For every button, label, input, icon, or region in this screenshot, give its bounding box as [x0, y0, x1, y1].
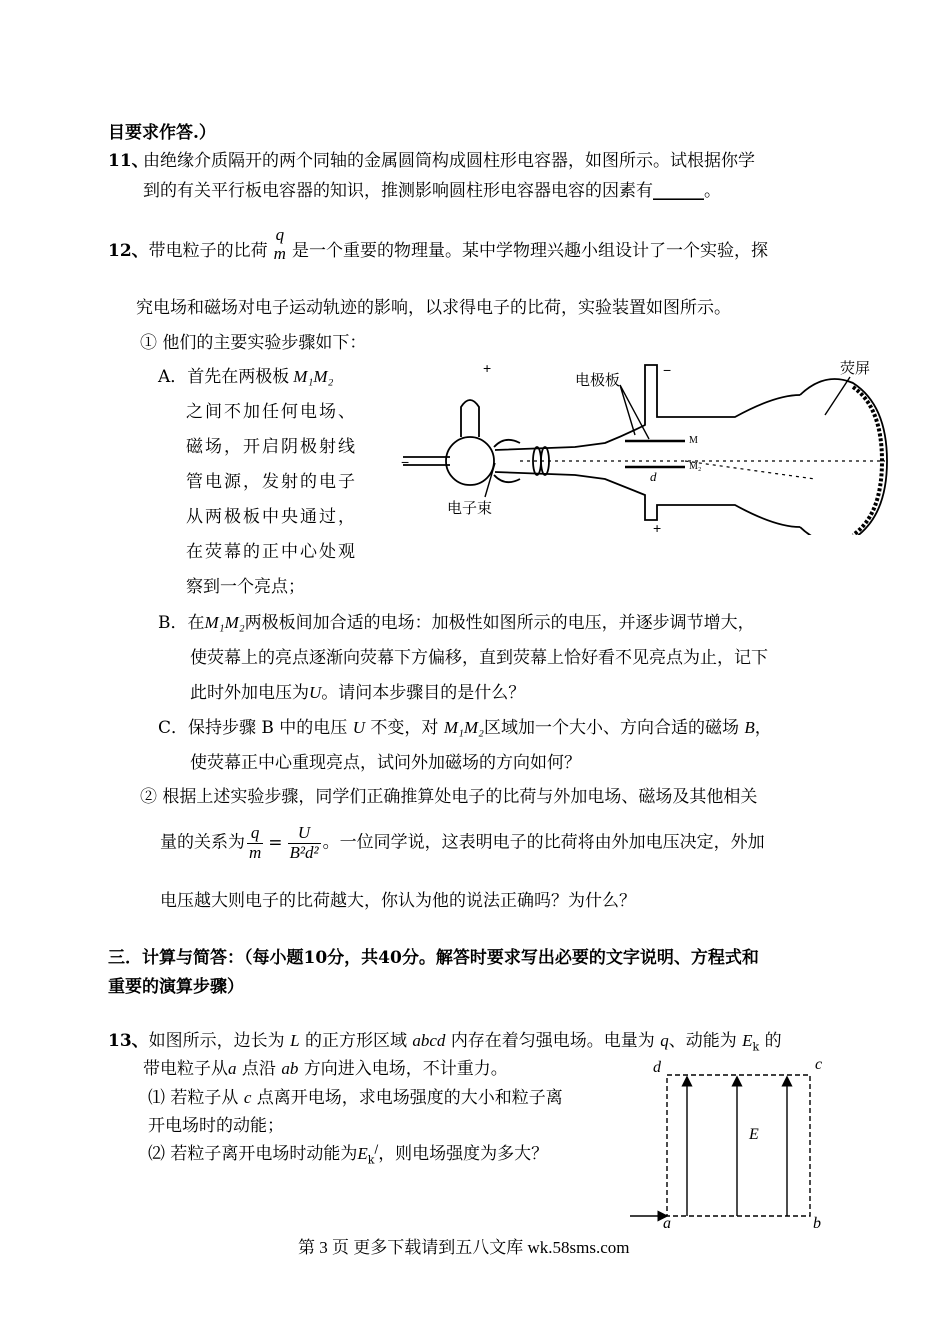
- q13-abcd: abcd: [412, 1031, 446, 1050]
- screen-bulb: [800, 379, 887, 535]
- q12-stepC-line2: 使荧幕正中心重现亮点，试问外加磁场的方向如何？: [190, 753, 581, 773]
- cathode-ray-tube-figure: [395, 355, 900, 535]
- q12-stepB-text: 两极板间加合适的电场：加极性如图所示的电压，并逐步调节增大，: [244, 613, 755, 633]
- q13-p2-E: E: [357, 1144, 368, 1163]
- q13-l1c: 内存在着匀强电场。电量为: [450, 1031, 655, 1051]
- q12-stepB-line3: [190, 678, 525, 703]
- q12-stepB-U: U: [309, 683, 322, 702]
- q12-stepA-line1: [158, 362, 333, 387]
- q12-stepC-mid2: 区域加一个大小、方向合适的磁场: [483, 718, 739, 738]
- q12-stepC-end: ，: [754, 718, 772, 738]
- intro-tail: 目要求作答.）: [108, 123, 216, 143]
- square-field-figure: [625, 1055, 840, 1230]
- q12-relation-line: [160, 824, 765, 862]
- q12-stepC-pre: C．保持步骤 B 中的电压: [158, 718, 348, 738]
- q13-part2: [148, 1139, 548, 1166]
- q12-stepA-line7: 察到一个亮点；: [186, 577, 305, 597]
- q12-rel-lhs-fraction: [247, 824, 263, 862]
- q12-stepB-plates: M₁M₂: [204, 613, 245, 632]
- tube-neck: [494, 440, 520, 482]
- q12-stepA-line5: 从两极板中央通过，: [186, 507, 357, 527]
- q13-Ek: E: [742, 1031, 753, 1050]
- q12-rel-rhs-den: B²d²: [289, 842, 319, 862]
- q12-stepA-text: A．首先在两极板: [158, 367, 290, 387]
- q13-line1: [108, 1026, 782, 1053]
- q12-stepA-line2: 之间不加任何电场、: [186, 402, 357, 422]
- plus-sign-bottom: +: [653, 520, 662, 535]
- beam-pointer-arrow: [485, 463, 495, 497]
- q12-post: 是一个重要的物理量。某中学物理兴趣小组设计了一个实验，探: [291, 241, 768, 261]
- q13-l1b: 的正方形区域: [304, 1031, 407, 1051]
- q12-rel-pre: 量的关系为: [160, 832, 245, 853]
- q12-stepA-line4: 管电源，发射的电子: [186, 472, 357, 492]
- q12-stepC-mid: 不变，对: [370, 718, 439, 738]
- deflection-plates: [625, 441, 685, 467]
- corner-c: c: [815, 1056, 823, 1073]
- lower-plate-stem: [645, 505, 800, 527]
- deflected-beam: [685, 461, 815, 479]
- page-footer: 第 3 页 更多下载请到五八文库 wk.58sms.com: [298, 1238, 630, 1257]
- q11-number: 11、: [108, 151, 149, 171]
- corner-b: b: [813, 1215, 821, 1230]
- q12-rel-lhs-den: m: [249, 842, 262, 862]
- q12-stepC-plates: M₁M₂: [443, 718, 484, 737]
- q13-l2b: 点沿: [241, 1059, 276, 1079]
- q12-step1: ① 他们的主要实验步骤如下：: [140, 333, 367, 353]
- q13-l1a: 如图所示，边长为: [148, 1031, 285, 1051]
- q13-part1-line2: 开电场时的动能；: [148, 1116, 284, 1136]
- q13-l1d: 、动能为: [668, 1031, 737, 1051]
- corner-d: d: [653, 1059, 661, 1076]
- q12-step2: ② 根据上述实验步骤，同学们正确推算处电子的比荷与外加电场、磁场及其他相关: [140, 787, 758, 807]
- q12-stepA-line6: 在荧幕的正中心处观: [186, 542, 357, 562]
- q13-p2a: ⑵ 若粒子离开电场时动能为: [148, 1144, 358, 1164]
- cathode-bulb: [446, 437, 494, 485]
- label-beam: 电子束: [447, 499, 493, 517]
- q12-stepC-line1: [158, 713, 772, 738]
- q12-rel-equals: =: [268, 832, 283, 853]
- q12-frac-den: m: [273, 243, 286, 263]
- label-screen: 荧屏: [840, 359, 871, 377]
- screen-pointer-arrow: [825, 377, 850, 415]
- q13-p2-prime: /: [374, 1142, 379, 1156]
- q13-l2a: 带电粒子从: [143, 1059, 228, 1079]
- q12-stepA-plates: M₁M₂: [293, 367, 334, 386]
- q12-stepB-line1: [158, 608, 755, 633]
- label-M1: M: [689, 435, 698, 446]
- q12-line1: [108, 224, 768, 263]
- q12-line2: 究电场和磁场对电子运动轨迹的影响，以求得电子的比荷，实验装置如图所示。: [136, 298, 731, 318]
- label-M2: M₂: [689, 461, 702, 472]
- q11-line2-text: 到的有关平行板电容器的知识，推测影响圆柱形电容器电容的因素有: [143, 181, 653, 201]
- anode-stem: [461, 400, 479, 437]
- q13-c: c: [243, 1088, 252, 1107]
- q13-l2c: 方向进入电场，不计重力。: [303, 1059, 508, 1079]
- section3-line2: 重要的演算步骤）: [108, 977, 244, 997]
- q11-end: 。: [704, 181, 721, 201]
- q12-stepC-B: B: [744, 718, 755, 737]
- cathode-lead: [403, 457, 450, 465]
- label-d: d: [650, 469, 657, 484]
- section3-line1: 三．计算与简答：（每小题10分，共40分。解答时要求写出必要的文字说明、方程式和: [108, 948, 759, 968]
- q13-q: q: [660, 1031, 669, 1050]
- q13-p1b: 点离开电场，求电场强度的大小和粒子离: [256, 1088, 563, 1108]
- q13-p2b: ，则电场强度为多大？: [378, 1144, 549, 1164]
- q12-frac-num: q: [275, 224, 285, 244]
- q12-rel-rhs-fraction: [288, 824, 321, 862]
- q13-p2-sub: k: [367, 1153, 375, 1167]
- field-square: [667, 1075, 810, 1216]
- q12-rel-lhs-num: q: [250, 823, 260, 842]
- q12-pre: 带电粒子的比荷: [148, 241, 268, 261]
- q13-ab: ab: [281, 1059, 299, 1078]
- minus-sign-top: −: [663, 362, 672, 378]
- q12-last-line: 电压越大则电子的比荷越大，你认为他的说法正确吗？为什么？: [160, 891, 636, 911]
- q13-a: a: [228, 1059, 237, 1078]
- q12-ratio-fraction: [272, 226, 288, 263]
- q11-blank: ______: [653, 181, 704, 201]
- q12-rel-post: 。一位同学说，这表明电子的比荷将由外加电压决定，外加: [322, 832, 765, 853]
- q13-number: 13、: [108, 1031, 149, 1051]
- q13-l1e: 的: [764, 1031, 782, 1051]
- q13-line2: [143, 1054, 508, 1079]
- q12-stepA-line3: 磁场，开启阴极射线: [186, 437, 357, 457]
- corner-a: a: [663, 1215, 671, 1230]
- label-plates: 电极板: [575, 371, 621, 389]
- q13-L: L: [290, 1031, 300, 1050]
- q12-stepB-line3b: 。请问本步骤目的是什么？: [321, 683, 526, 703]
- field-label-E: E: [749, 1126, 759, 1143]
- q13-part1-line1: [148, 1083, 563, 1108]
- plus-sign-top: +: [483, 360, 492, 376]
- q13-p1a: ⑴ 若粒子从: [148, 1088, 239, 1108]
- q12-stepB-line2: 使荧幕上的亮点逐渐向荧幕下方偏移，直到荧幕上恰好看不见亮点为止，记下: [190, 648, 768, 668]
- q12-number: 12、: [108, 241, 149, 261]
- q13-Ek-sub: k: [752, 1040, 760, 1054]
- q12-stepC-U: U: [352, 718, 365, 737]
- q11-line2: [143, 176, 721, 201]
- q12-rel-rhs-num: U: [297, 823, 311, 842]
- q12-stepB-pre: B．在: [158, 613, 205, 633]
- q12-stepB-line3a: 此时外加电压为: [190, 683, 309, 703]
- minus-sign-left: −: [401, 454, 410, 470]
- q11-line1: 由绝缘介质隔开的两个同轴的金属圆筒构成圆柱形电容器，如图所示。试根据你学: [143, 151, 755, 171]
